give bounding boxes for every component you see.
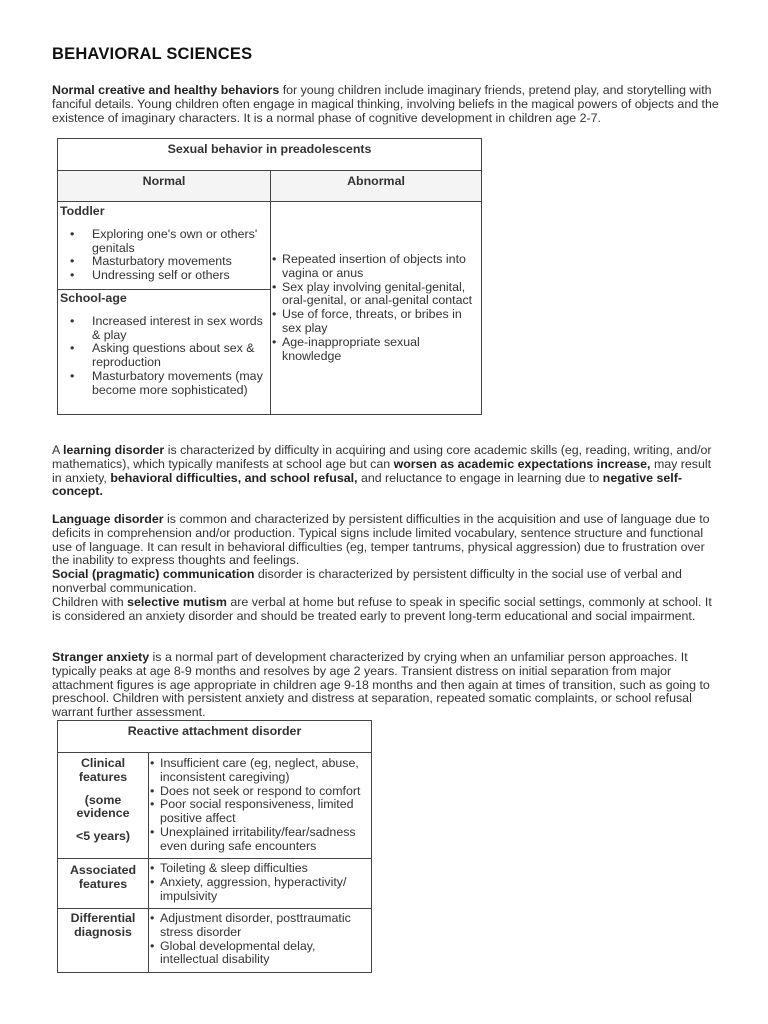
school-age-label: School-age <box>60 291 127 305</box>
list-item: • Exploring one's own or others' genitals <box>58 228 270 256</box>
list-item: • Insufficient care (eg, neglect, abuse, inconsistent caregiving) <box>149 757 371 785</box>
list-item: • Global developmental delay, intellectual disability <box>149 940 371 968</box>
list-item: • Sex play involving genital-genital, oral-genital, or anal-genital contact <box>271 281 481 309</box>
list-item: • Toileting & sleep difficulties <box>149 862 371 876</box>
sexual-behavior-table <box>57 138 482 415</box>
list-item: • Poor social responsiveness, limited positive affect <box>149 798 371 826</box>
list-item: • Unexplained irritability/fear/sadness even during safe encounters <box>149 826 371 854</box>
table-title: Reactive attachment disorder <box>58 721 371 753</box>
list-item: • Anxiety, aggression, hyperactivity/ impulsivity <box>149 876 371 904</box>
stranger-anxiety-paragraph: Stranger anxiety is a normal part of development characterized by crying when an unfamiliar person approaches. It typically peaks at age 8-9 months and resolves by age 2 years. Transient distress on initial separation from major attachment figures is age appropriate in children age 9-18 months and then again at times of transition, such as going to preschool. Children with persistent anxiety and distress at separation, repeated somatic complaints, or school refusal warrant further assessment. <box>52 650 710 720</box>
toddler-label: Toddler <box>60 204 105 218</box>
differential-diagnosis-list <box>149 912 371 967</box>
list-item: • Adjustment disorder, posttraumatic stress disorder <box>149 912 371 940</box>
list-item: • Repeated insertion of objects into vagina or anus <box>271 253 481 281</box>
list-item: • Asking questions about sex & reproduction <box>58 342 270 370</box>
reactive-attachment-table <box>57 720 372 973</box>
list-item: • Undressing self or others <box>58 269 270 283</box>
learning-disorder-paragraph: A learning disorder is characterized by difficulty in acquiring and using core academic skills (eg, reading, writing, and/or mathematics), which typically manifests at school age but can worsen as academic expectations increase, may result in anxiety, behavioral difficulties, and school refusal, and reluctance to engage in learning due to negative self-concept. <box>52 443 712 499</box>
column-header-abnormal: Abnormal <box>271 171 481 202</box>
school-age-section <box>58 292 270 398</box>
toddler-section <box>58 205 270 283</box>
associated-features-label: Associated features <box>69 863 137 891</box>
list-item: • Masturbatory movements <box>58 255 270 269</box>
column-header-normal: Normal <box>58 171 270 202</box>
list-item: • Age-inappropriate sexual knowledge <box>271 336 481 364</box>
abnormal-section <box>271 253 481 363</box>
row-divider <box>58 289 270 290</box>
page-title: BEHAVIORAL SCIENCES <box>52 45 253 63</box>
list-item: • Masturbatory movements (may become more sophisticated) <box>58 370 270 398</box>
row-divider <box>58 858 371 859</box>
row-divider <box>58 908 371 909</box>
clinical-features-list <box>149 757 371 854</box>
list-item: • Does not seek or respond to comfort <box>149 785 371 799</box>
differential-diagnosis-label: Differential diagnosis <box>70 911 136 939</box>
associated-features-list <box>149 862 371 903</box>
list-item: • Use of force, threats, or bribes in sex play <box>271 308 481 336</box>
table-title: Sexual behavior in preadolescents <box>58 139 481 171</box>
list-item: • Increased interest in sex words & play <box>58 315 270 343</box>
intro-paragraph: Normal creative and healthy behaviors for young children include imaginary friends, pretend play, and storytelling with fanciful details. Young children often engage in magical thinking, involving beliefs in the magical powers of objects and the existence of imaginary characters. It is a normal phase of cognitive development in children age 2-7. <box>52 83 719 125</box>
clinical-features-label: Clinical features (some evidence <5 years) <box>75 756 131 844</box>
language-disorder-paragraph: Language disorder is common and characterized by persistent difficulties in the acquisition and use of language due to deficits in comprehension and/or production. Typical signs include limited vocabulary, sentence structure and functional use of language. It can result in behavioral difficulties (eg, temper tantrums, physical aggression) due to frustration over the inability to express thoughts and feelings. Social (pragmatic) communication disorder is characterized by persistent difficulty in the social use of verbal and nonverbal communication. Children with selective mutism are verbal at home but refuse to speak in specific social settings, commonly at school. It is considered an anxiety disorder and should be treated early to prevent long-term educational and social impairment. <box>52 512 712 623</box>
